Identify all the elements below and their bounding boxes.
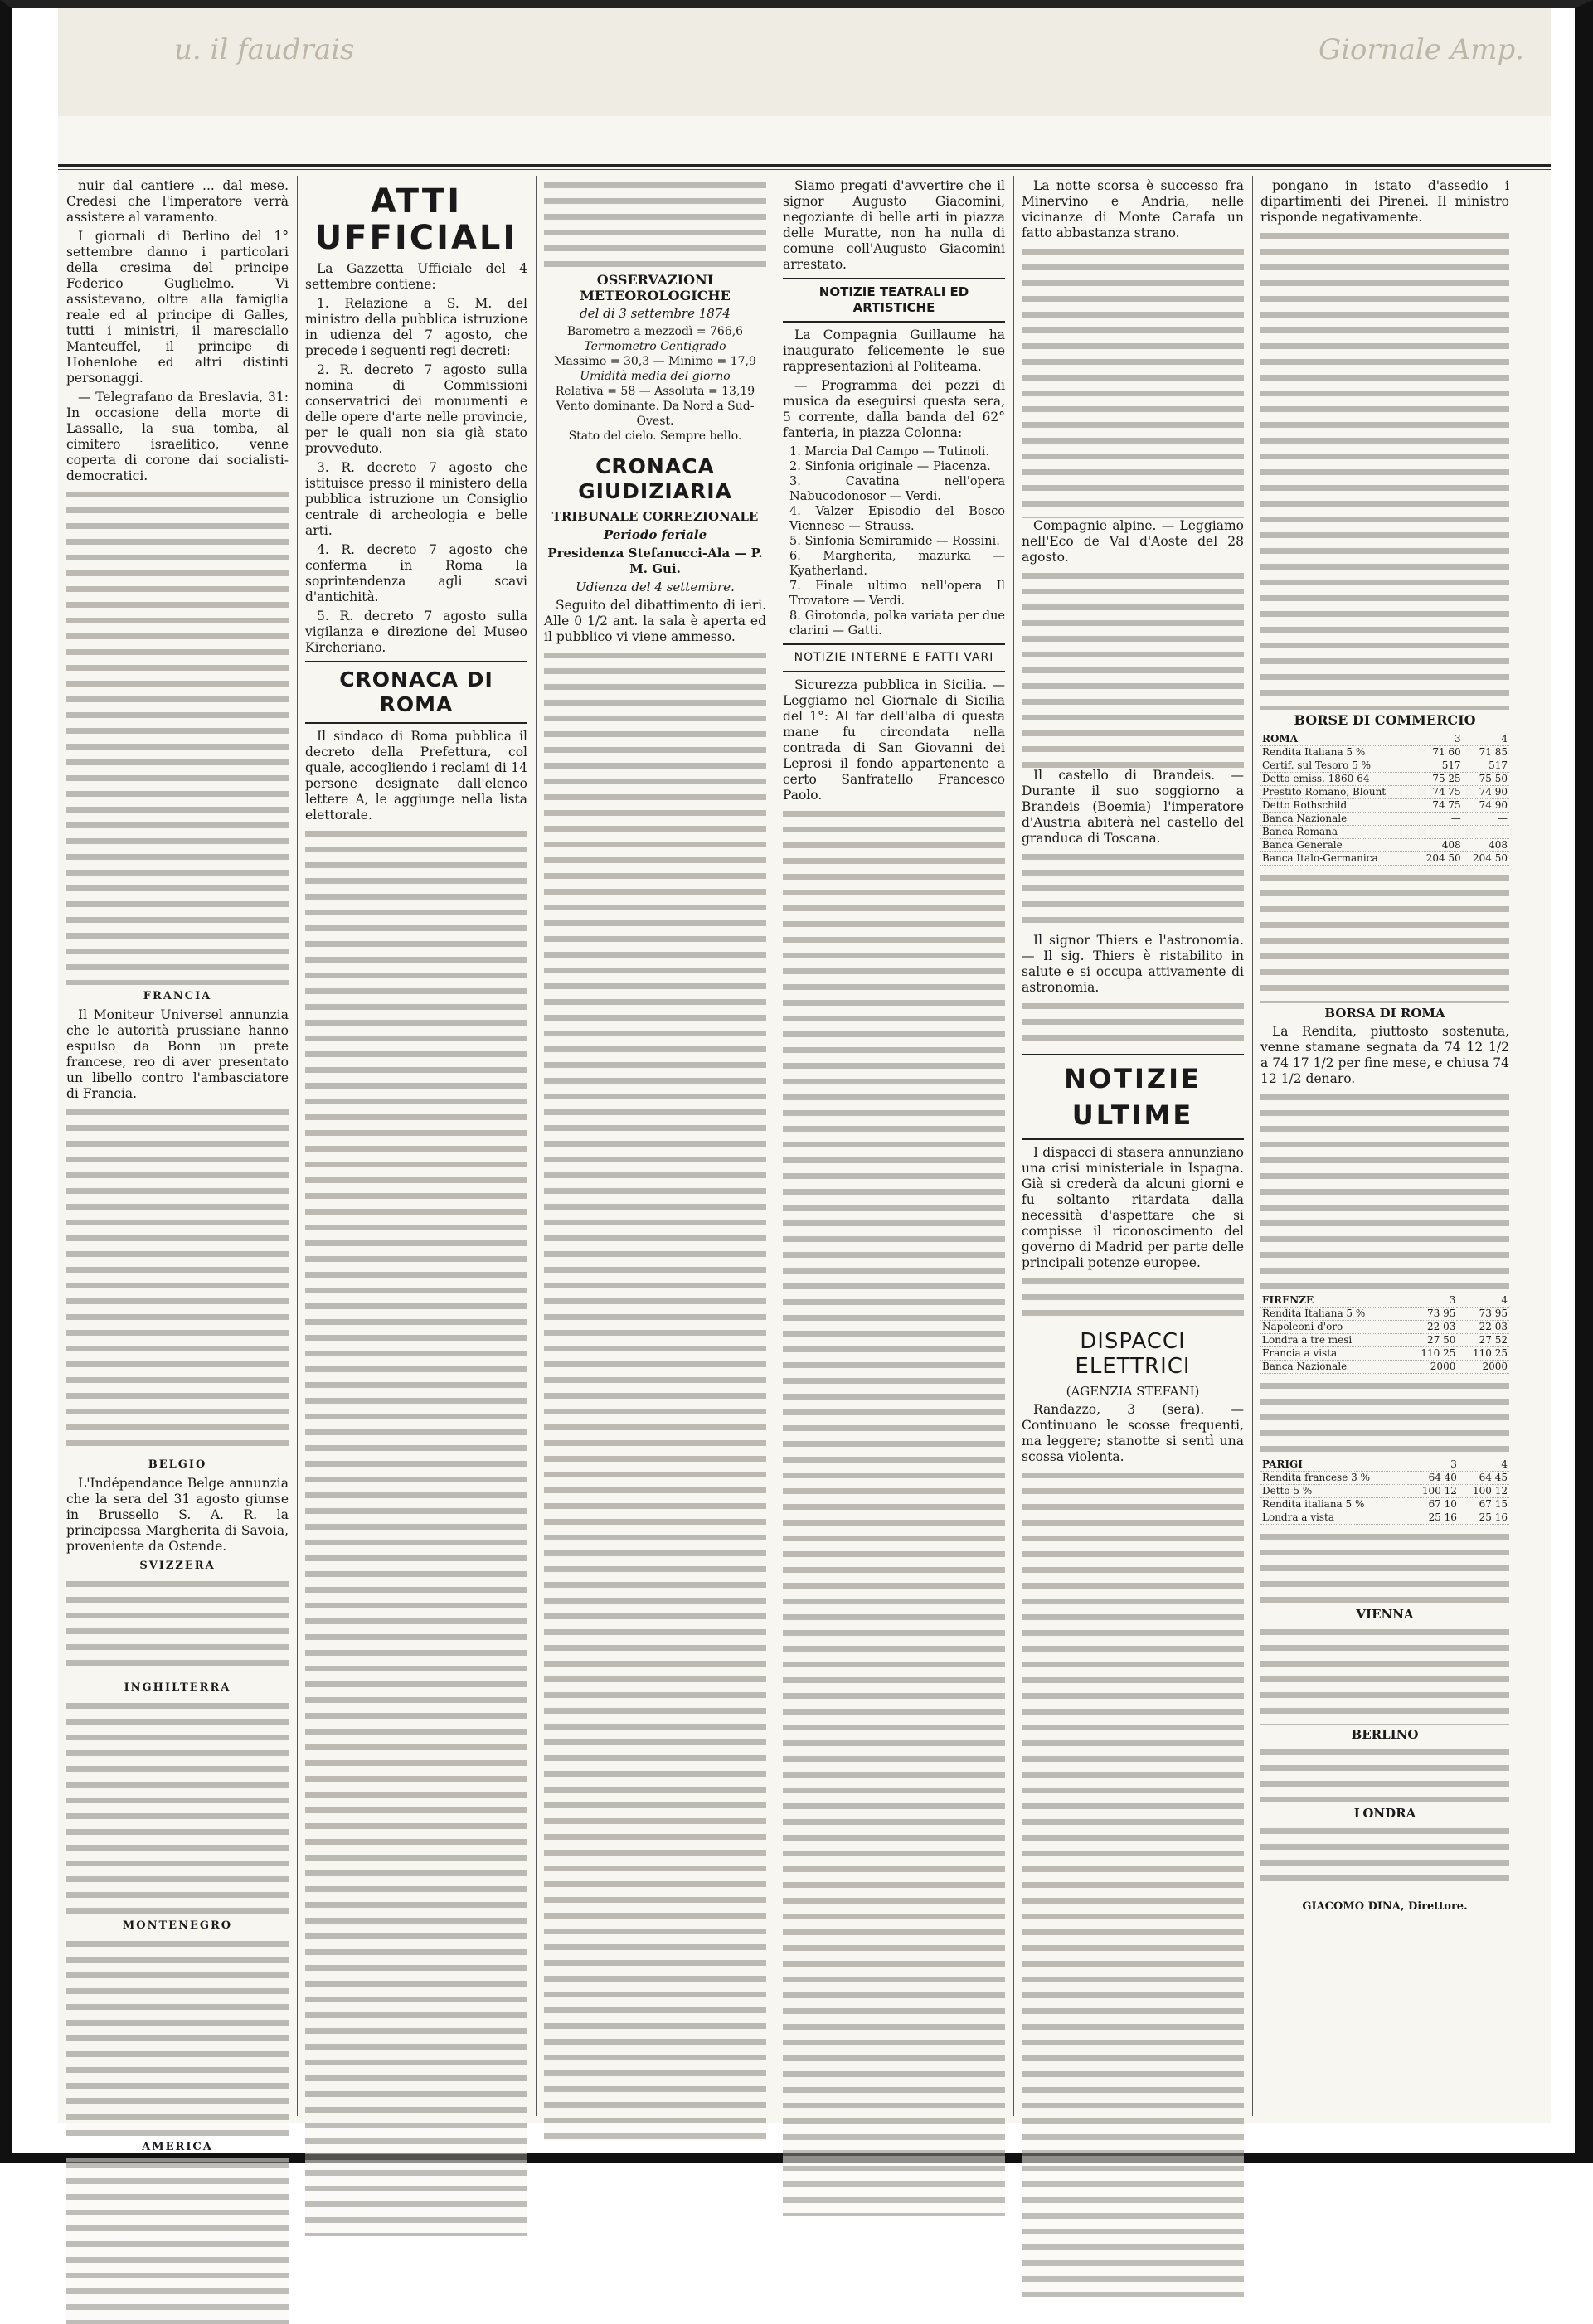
program-item: 8. Girotonda, polka variata per due clarini — Gatti. <box>789 609 1005 638</box>
table-row: Detto emiss. 1860-64 75 25 75 50 <box>1262 773 1508 784</box>
notizie-teatrali-heading: NOTIZIE TEATRALI ED ARTISTICHE <box>783 278 1005 323</box>
table-row: Banca Nazionale — — <box>1262 813 1508 824</box>
table-row: Rendita francese 3 % 64 40 64 45 <box>1262 1472 1508 1483</box>
column-divider <box>536 176 537 2116</box>
paragraph: Siamo pregati d'avvertire che il signor Augusto Giacomini, negoziante di belle arti in piazza delle Muratte, non ha nulla di comune coll'Augusto Giacomini arrestato. <box>783 178 1005 272</box>
column-divider <box>1252 176 1253 2116</box>
table-row: Banca Generale 408 408 <box>1262 839 1508 851</box>
paragraph: Seguito del dibattimento di ieri. Alle 0 1/2 ant. la sala è aperta ed il pubblico vi viene ammesso. <box>544 598 766 644</box>
table-row: Rendita italiana 5 % 67 10 67 15 <box>1262 1498 1508 1510</box>
agenzia-stefani: (AGENZIA STEFANI) <box>1066 1384 1200 1399</box>
paragraph: La Gazzetta Ufficiale del 4 settembre contiene: <box>305 261 527 292</box>
program-item: 4. Valzer Episodio del Bosco Viennese — Strauss. <box>789 505 1005 533</box>
table-row: Detto 5 % 100 12 100 12 <box>1262 1485 1508 1497</box>
firenze-quotes-table: FIRENZE 3 4 Rendita Italiana 5 % 73 95 73 95 Napoleoni d'oro 22 03 22 03 Londra a tre mesi 27 50 27 52 Francia a vista 110 25 110 25 Banca Nazionale 2000 2000 <box>1262 1294 1508 1372</box>
illegible-text-block <box>1260 229 1509 710</box>
section-heading-inghilterra: INGHILTERRA <box>124 1681 231 1694</box>
decree-item: 5. R. decreto 7 agosto sulla vigilanza e direzione del Museo Kircheriano. <box>305 609 527 655</box>
paragraph: Compagnie alpine. — Leggiamo nell'Eco de Val d'Aoste del 28 agosto. <box>1022 518 1244 565</box>
illegible-text-block <box>1022 850 1244 933</box>
illegible-text-block <box>305 827 527 2236</box>
decree-item: 4. R. decreto 7 agosto che conferma in Roma la soprintendenza agli scavi d'antichità. <box>305 542 527 604</box>
column-divider <box>1013 176 1014 2116</box>
paragraph: La notte scorsa è successo fra Minervino e Andria, nelle vicinanze di Monte Carafa un fatto abbastanza strano. <box>1022 178 1244 240</box>
table-row: Londra a tre mesi 27 50 27 52 <box>1262 1334 1508 1346</box>
paragraph: pongano in istato d'assedio i dipartimenti dei Pirenei. Il ministro risponde negativamente. <box>1260 178 1509 225</box>
illegible-text-block <box>544 648 766 2141</box>
section-heading-belgio: BELGIO <box>148 1458 207 1471</box>
borse-heading: BORSE DI COMMERCIO <box>1294 712 1476 728</box>
notizie-ultime-heading: NOTIZIE ULTIME <box>1022 1054 1244 1140</box>
parigi-quotes-table: PARIGI 3 4 Rendita francese 3 % 64 40 64 45 Detto 5 % 100 12 100 12 Rendita italiana 5 % 67 10 67 15 Londra a vista 25 16 25 16 <box>1262 1458 1508 1523</box>
illegible-text-block <box>66 1699 289 1914</box>
paragraph: — Telegrafano da Breslavia, 31: In occasione della morte di Lassalle, la sua tomba, al cimitero israelitico, venne coperta di corone dai socialisti-democratici. <box>66 390 289 483</box>
paragraph: La Compagnia Guillaume ha inaugurato felicemente le sue rappresentazioni al Politeama. <box>783 327 1005 374</box>
table-row: Banca Italo-Germanica 204 50 204 50 <box>1262 852 1508 864</box>
illegible-text-block <box>1022 1468 1244 2297</box>
table-row: Banca Nazionale 2000 2000 <box>1262 1361 1508 1372</box>
cronaca-giudiziaria-heading: CRONACA GIUDIZIARIA <box>578 454 732 503</box>
program-item: 2. Sinfonia originale — Piacenza. <box>789 460 991 473</box>
column-2 <box>305 178 527 2110</box>
londra-label: LONDRA <box>1353 1806 1416 1821</box>
market-label: FIRENZE <box>1260 1294 1406 1308</box>
col-header: 3 <box>1416 733 1462 746</box>
section-heading-america: AMERICA <box>142 2141 213 2153</box>
illegible-text-block <box>1260 1530 1509 1604</box>
borsa-roma-heading: BORSA DI ROMA <box>1324 1006 1445 1021</box>
section-heading-montenegro: MONTENEGRO <box>122 1919 233 1932</box>
illegible-text-block <box>1260 1090 1509 1289</box>
paragraph: L'Indépendance Belge annunzia che la sera del 31 agosto giunse in Brussello S. A. R. la principessa Margherita di Savoia, proveniente da Ostende. <box>66 1476 289 1554</box>
illegible-text-block <box>1022 245 1244 518</box>
paragraph: nuir dal cantiere ... dal mese. Credesi che l'imperatore verrà assistere al varamento. <box>66 178 289 225</box>
table-row: Banca Romana — — <box>1262 826 1508 837</box>
illegible-text-block <box>66 1937 289 2136</box>
faded-bleed-right: Giornale Amp. <box>1319 33 1525 66</box>
paragraph: Il Moniteur Universel annunzia che le autorità prussiane hanno espulso da Bonn un prete francese, reo di aver presentato un libello contro l'ambasciatore di Francia. <box>66 1007 289 1101</box>
paragraph: Il castello di Brandeis. — Durante il suo soggiorno a Brandeis (Boemia) l'imperatore d'Austria abiterà nel castello del granduca di Toscana. <box>1022 768 1244 846</box>
illegible-text-block <box>1260 1379 1509 1453</box>
illegible-text-block <box>1260 1824 1509 1890</box>
program-item: 5. Sinfonia Semiramide — Rossini. <box>789 535 1000 548</box>
dispacci-elettrici-heading: DISPACCI ELETTRICI <box>1075 1329 1191 1379</box>
periodo-heading: Periodo feriale <box>603 527 707 542</box>
column-3 <box>544 178 766 2110</box>
illegible-text-block <box>66 2158 289 2324</box>
market-label: ROMA <box>1260 733 1416 746</box>
column-divider <box>297 176 298 2116</box>
illegible-text-block <box>783 807 1005 2216</box>
weather-heading: OSSERVAZIONI METEOROLOGICHE <box>580 272 731 303</box>
illegible-text-block <box>1022 1274 1244 1324</box>
page-top-margin <box>58 8 1551 116</box>
vienna-label: VIENNA <box>1356 1607 1414 1622</box>
column-4 <box>783 178 1005 2110</box>
atti-ufficiali-heading: ATTI UFFICIALI <box>314 182 518 257</box>
weather-line: Umidità media del giorno <box>580 370 731 383</box>
illegible-text-block <box>544 178 766 269</box>
weather-date: del di 3 settembre 1874 <box>580 306 731 321</box>
decree-item: 3. R. decreto 7 agosto che istituisce presso il ministero della pubblica istruzione un Consiglio centrale di archeologia e belle arti. <box>305 460 527 538</box>
decree-item: 2. R. decreto 7 agosto sulla nomina di Commissioni conservatrici dei monumenti e delle opere d'arte nelle provincie, per le quali non sia già stato provveduto. <box>305 362 527 456</box>
tribunale-heading: TRIBUNALE CORREZIONALE <box>551 509 759 524</box>
table-row: Prestito Romano, Blount 74 75 74 90 <box>1262 786 1508 798</box>
weather-line: Stato del cielo. Sempre bello. <box>568 429 742 443</box>
illegible-text-block <box>66 1577 289 1676</box>
weather-line: Barometro a mezzodì = 766,6 <box>566 325 744 338</box>
program-item: 3. Cavatina nell'opera Nabucodonosor — Verdi. <box>789 475 1005 503</box>
table-row: Francia a vista 110 25 110 25 <box>1262 1347 1508 1359</box>
weather-line: Vento dominante. Da Nord a Sud-Ovest. <box>556 400 755 428</box>
col-header: 4 <box>1463 733 1509 746</box>
column-1 <box>66 178 289 2153</box>
market-label: PARIGI <box>1260 1458 1408 1472</box>
table-row: Detto Rothschild 74 75 74 90 <box>1262 799 1508 811</box>
section-heading-svizzera: SVIZZERA <box>139 1560 216 1572</box>
paragraph: I giornali di Berlino del 1° settembre danno i particolari della cresima del principe Federico Guglielmo. Vi assistevano, oltre alla famiglia reale ed al principe di Galles, tutti i ministri, il maresciallo Manteuffel, il principe di Hohenlohe ed altri distinti personaggi. <box>66 229 289 386</box>
top-rule <box>58 164 1551 167</box>
illegible-text-block <box>1260 871 1509 1003</box>
illegible-text-block <box>1260 1745 1509 1803</box>
roma-quotes-table <box>1260 733 1509 866</box>
paragraph: La Rendita, piuttosto sostenuta, venne stamane segnata da 74 12 1/2 a 74 17 1/2 per fine mese, e chiusa 74 12 1/2 denaro. <box>1260 1024 1509 1086</box>
illegible-text-block <box>66 1105 289 1453</box>
illegible-text-block <box>1022 569 1244 768</box>
presidenza-line: Presidenza Stefanucci-Ala — P. M. Gui. <box>547 546 763 576</box>
program-item: 6. Margherita, mazurka — Kyatherland. <box>789 550 1005 578</box>
program-item: 7. Finale ultimo nell'opera Il Trovatore — Verdi. <box>789 580 1005 608</box>
newspaper-page <box>58 116 1551 2153</box>
udienza-line: Udienza del 4 settembre. <box>576 580 735 594</box>
column-6 <box>1260 178 1509 2110</box>
decree-item: 1. Relazione a S. M. del ministro della pubblica istruzione in udienza del 7 agosto, che precede i seguenti regi decreti: <box>305 296 527 358</box>
paragraph: Il sindaco di Roma pubblica il decreto della Prefettura, col quale, accogliendo i reclami di 14 persone designate dall'elenco lettere A, le aggiunge nella lista elettorale. <box>305 729 527 822</box>
paragraph: Randazzo, 3 (sera). — Continuano le scosse frequenti, ma leggere; stanotte si sentì una scossa violenta. <box>1022 1402 1244 1464</box>
weather-line: Relativa = 58 — Assoluta = 13,19 <box>555 385 755 398</box>
table-row: Rendita Italiana 5 % 73 95 73 95 <box>1262 1308 1508 1319</box>
table-row: Londra a vista 25 16 25 16 <box>1262 1511 1508 1523</box>
paragraph: Sicurezza pubblica in Sicilia. — Leggiamo nel Giornale di Sicilia del 1°: Al far dell'alba di questa mane fu circondata nella contrada di San Giovanni dei Leprosi il fondo appartenente a certo Sanfratello Francesco Paolo. <box>783 677 1005 803</box>
section-heading-francia: FRANCIA <box>143 990 212 1002</box>
weather-line: Termometro Centigrado <box>584 340 726 353</box>
table-row: Certif. sul Tesoro 5 % 517 517 <box>1262 759 1508 771</box>
program-item: 1. Marcia Dal Campo — Tutinoli. <box>789 445 990 458</box>
illegible-text-block <box>1260 1625 1509 1725</box>
director-signature: GIACOMO DINA, Direttore. <box>1302 1900 1468 1913</box>
paragraph: — Programma dei pezzi di musica da eseguirsi questa sera, 5 corrente, dalla banda del 62° fanteria, in piazza Colonna: <box>783 378 1005 440</box>
illegible-text-block <box>66 488 289 985</box>
table-row: Rendita Italiana 5 % 71 60 71 85 <box>1262 746 1508 758</box>
notizie-interne-heading: NOTIZIE INTERNE E FATTI VARI <box>783 643 1005 672</box>
table-row: Napoleoni d'oro 22 03 22 03 <box>1262 1321 1508 1332</box>
weather-line: Massimo = 30,3 — Minimo = 17,9 <box>554 355 756 368</box>
top-rule-thin <box>58 169 1551 170</box>
faded-bleed-left: u. il faudrais <box>174 33 355 66</box>
cronaca-di-roma-heading: CRONACA DI ROMA <box>305 661 527 724</box>
paragraph: I dispacci di stasera annunziano una crisi ministeriale in Ispagna. Già si crederà da alcuni giorni e fu soltanto ritardata dalla necessità d'aspettare che si compisse il riconoscimento del governo di Madrid per parte delle principali potenze europee. <box>1022 1145 1244 1270</box>
column-5 <box>1022 178 1244 2110</box>
paragraph: Il signor Thiers e l'astronomia. — Il sig. Thiers è ristabilito in salute e si occupa attivamente di astronomia. <box>1022 933 1244 995</box>
illegible-text-block <box>1022 999 1244 1049</box>
berlino-label: BERLINO <box>1351 1727 1419 1742</box>
